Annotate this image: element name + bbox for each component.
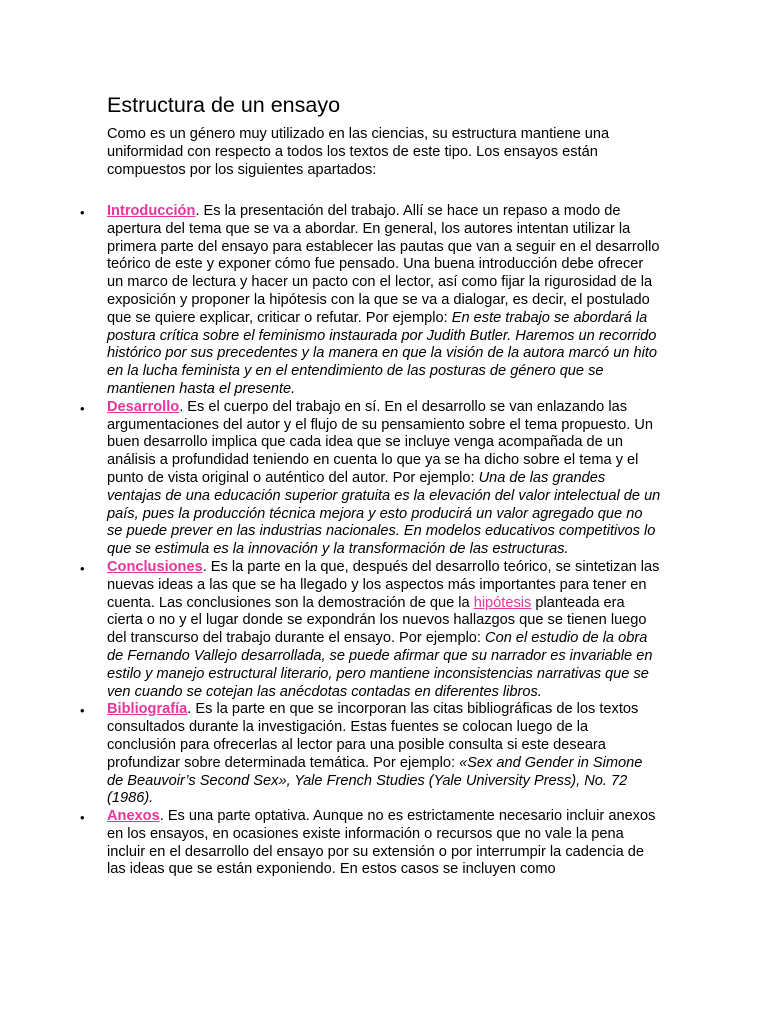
list-item-bibliografia xyxy=(80,701,661,808)
section-example: Con el estudio de la obra de Fernando Vallejo desarrollada, se puede afirmar que su narrador es invariable en estilo y manejo estructural literario, pero mantiene inconsistencias narrativas que se ven cuando se cotejan las anécdotas contadas en diferentes libros. xyxy=(107,630,653,700)
page-title: Estructura de un ensayo xyxy=(107,93,341,117)
section-text: . Es una parte optativa. Aunque no es estrictamente necesario incluir anexos en los ensayos, en ocasiones existe información o recursos que no vale la pena incluir en el desarrollo del ensayo por su extensión o por interrumpir la cadencia de las ideas que se están exponiendo. En estos casos se incluyen como xyxy=(107,808,656,878)
section-example: Una de las grandes ventajas de una educación superior gratuita es la elevación del valor intelectual de un país, pues la producción técnica mejora y esto producirá un valor agregado que no se puede prever en las industrias nacionales. En modelos educativos competitivos lo que se estimula es la innovación y la transformación de las estructuras. xyxy=(107,469,661,558)
section-example: En este trabajo se abordará la postura crítica sobre el feminismo instaurada por Judith Butler. Haremos un recorrido histórico por sus precedentes y la manera en que la visión de la autora marcó un hito en la lucha feminista y en el entendimiento de las posturas de género que se mantienen hasta el presente. xyxy=(107,309,658,397)
list-item-introduccion xyxy=(80,203,661,399)
section-link-introduccion[interactable]: Introducción xyxy=(107,203,196,219)
section-link-conclusiones[interactable]: Conclusiones xyxy=(107,558,203,575)
section-text: . Es la parte en que se incorporan las citas bibliográficas de los textos consultados durante la investigación. Estas fuentes se colocan luego de la conclusión para ofrecerlas al lector para una posible consulta si este deseara profundizar sobre determinada temática. Por ejemplo: xyxy=(107,701,639,771)
section-link-desarrollo[interactable]: Desarrollo xyxy=(107,398,180,415)
bullet-icon: • xyxy=(80,400,85,416)
section-example: «Sex and Gender in Simone de Beauvoir’s Second Sex», Yale French Studies (Yale University Press), No. 72 (1986). xyxy=(107,754,643,807)
section-text: . Es la presentación del trabajo. Allí se hace un repaso a modo de apertura del tema que se va a abordar. En general, los autores intentan utilizar la primera parte del ensayo para establecer las pautas que van a seguir en el desarrollo teórico de este y exponer cómo fue pensado. Una buena introducción debe ofrecer un marco de lectura y hacer un pacto con el lector, así como fijar la rigurosidad de la exposición y proponer la hipótesis con la que se va a dialogar, es decir, el postulado que se quiere explicar, criticar o refutar. Por ejemplo: xyxy=(107,203,660,326)
list-item-conclusiones xyxy=(80,558,661,701)
intro-paragraph: Como es un género muy utilizado en las ciencias, su estructura mantiene una uniformidad con respecto a todos los textos de este tipo. Los ensayos están compuestos por los siguientes apartados: xyxy=(107,126,610,178)
section-link-anexos[interactable]: Anexos xyxy=(107,808,160,825)
section-link-bibliografia[interactable]: Bibliografía xyxy=(107,701,188,718)
sections-list xyxy=(80,203,661,879)
bullet-icon: • xyxy=(80,703,85,719)
list-item-anexos xyxy=(80,808,661,879)
hipotesis-link[interactable]: hipótesis xyxy=(473,594,532,611)
list-item-desarrollo xyxy=(80,398,661,559)
section-text: planteada era cierta o no y el lugar donde se expondrán los nuevos hallazgos que se tienen luego del transcurso del trabajo durante el ensayo. Por ejemplo: xyxy=(107,594,647,647)
section-text: . Es el cuerpo del trabajo en sí. En el desarrollo se van enlazando las argumentaciones del autor y el flujo de su pensamiento sobre el tema propuesto. Un buen desarrollo implica que cada idea que se incluye venga acompañada de un análisis a profundidad teniendo en cuenta lo que ya se ha dicho sobre el tema y el punto de vista original o auténtico del autor. Por ejemplo: xyxy=(107,398,653,486)
bullet-icon: • xyxy=(80,810,85,826)
section-text: . Es la parte en la que, después del desarrollo teórico, se sintetizan las nuevas ideas a las que se ha llegado y los aspectos más importantes para tener en cuenta. Las conclusiones son la demostración de que la xyxy=(107,558,660,611)
bullet-icon: • xyxy=(80,560,85,576)
bullet-icon: • xyxy=(80,205,85,220)
